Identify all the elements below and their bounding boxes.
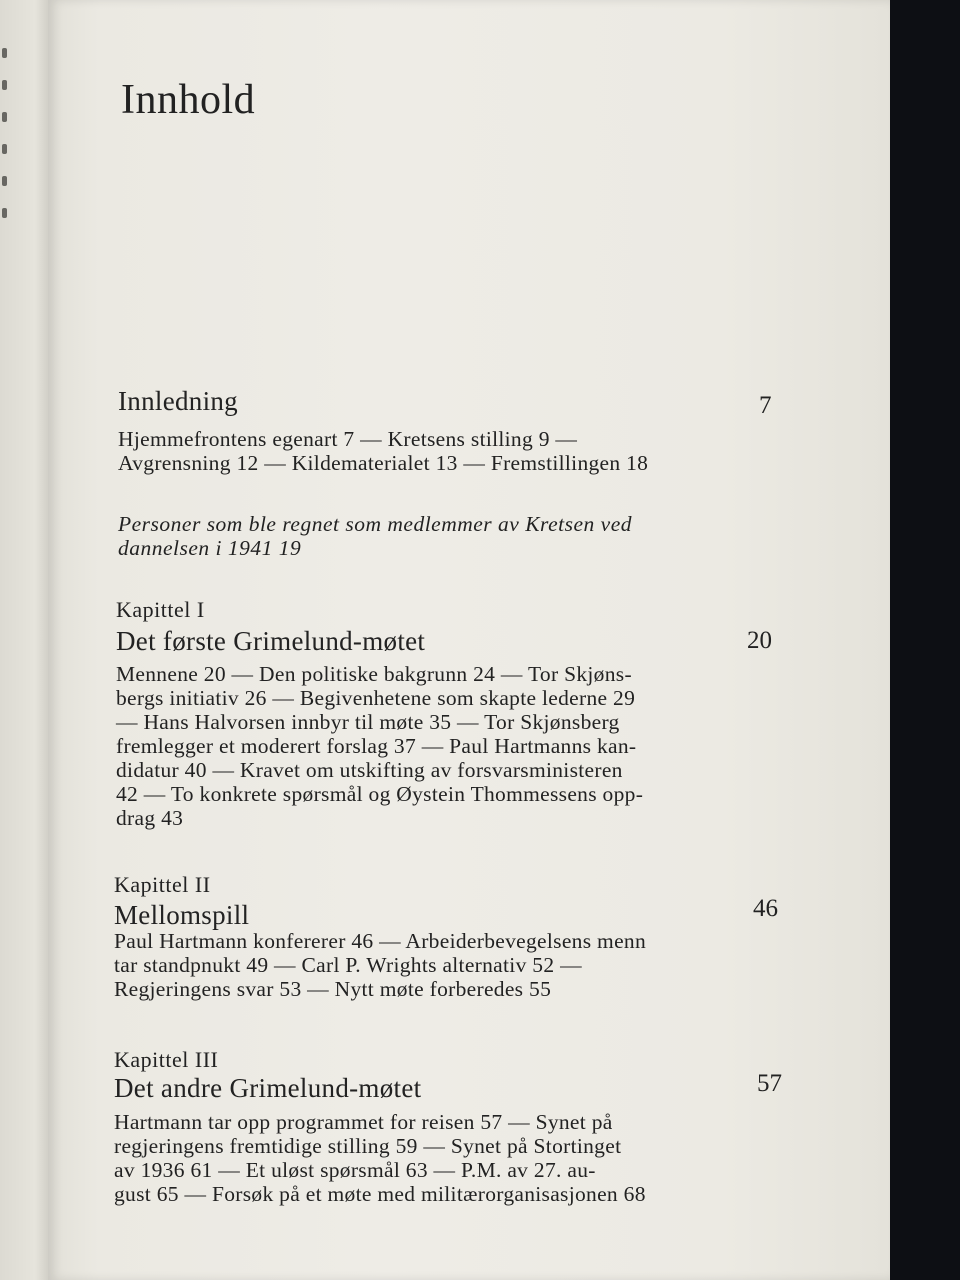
summary-line: Hjemmefrontens egenart 7 — Kretsens stilling 9 —	[118, 427, 578, 451]
summary-line: Paul Hartmann konfererer 46 — Arbeiderbevegelsens menn	[114, 929, 647, 953]
page-title: Innhold	[121, 77, 256, 123]
summary-line: dannelsen i 1941 19	[118, 536, 302, 560]
chapter-heading-1: Det første Grimelund-møtet	[116, 626, 426, 656]
page-number-innledning: 7	[759, 392, 772, 419]
chapter-heading-2: Mellomspill	[114, 900, 250, 930]
page-number-chapter-3: 57	[757, 1070, 782, 1097]
page-number-chapter-2: 46	[753, 895, 778, 922]
chapter-summary-2	[114, 929, 646, 1001]
previous-page-edge	[0, 0, 50, 1280]
chapter-summary-1	[116, 662, 643, 830]
chapter-label-2: Kapittel II	[114, 872, 211, 897]
summary-line: bergs initiativ 26 — Begivenhetene som skapte lederne 29	[116, 686, 636, 710]
section-summary-innledning	[118, 427, 648, 475]
summary-line: Avgrensning 12 — Kildematerialet 13 — Fremstillingen 18	[118, 451, 649, 475]
summary-line: tar standpnukt 49 — Carl P. Wrights alternativ 52 —	[114, 953, 582, 977]
summary-line: Regjeringens svar 53 — Nytt møte forberedes 55	[114, 977, 552, 1001]
summary-line: Mennene 20 — Den politiske bakgrunn 24 — Tor Skjøns-	[116, 662, 632, 686]
summary-line: gust 65 — Forsøk på et møte med militærorganisasjonen 68	[114, 1182, 646, 1206]
chapter-label-3: Kapittel III	[114, 1047, 219, 1072]
summary-line: didatur 40 — Kravet om utskifting av forsvarsministeren	[116, 758, 623, 782]
chapter-heading-3: Det andre Grimelund-møtet	[114, 1073, 422, 1103]
summary-line: Personer som ble regnet som medlemmer av Kretsen ved	[118, 512, 633, 536]
chapter-summary-3	[114, 1110, 646, 1206]
summary-line: drag 43	[116, 806, 184, 830]
previous-page-text-fragments	[2, 48, 16, 240]
summary-line: av 1936 61 — Et uløst spørsmål 63 — P.M. av 27. au-	[114, 1158, 596, 1182]
section-personer	[118, 512, 632, 560]
summary-line: Hartmann tar opp programmet for reisen 57 — Synet på	[114, 1110, 613, 1134]
summary-line: — Hans Halvorsen innbyr til møte 35 — Tor Skjønsberg	[116, 710, 620, 734]
page-number-chapter-1: 20	[747, 627, 772, 654]
summary-line: regjeringens fremtidige stilling 59 — Synet på Stortinget	[114, 1134, 622, 1158]
summary-line: fremlegger et moderert forslag 37 — Paul Hartmanns kan-	[116, 734, 637, 758]
section-heading-innledning: Innledning	[118, 386, 238, 416]
chapter-label-1: Kapittel I	[116, 597, 205, 622]
summary-line: 42 — To konkrete spørsmål og Øystein Thommessens opp-	[116, 782, 644, 806]
